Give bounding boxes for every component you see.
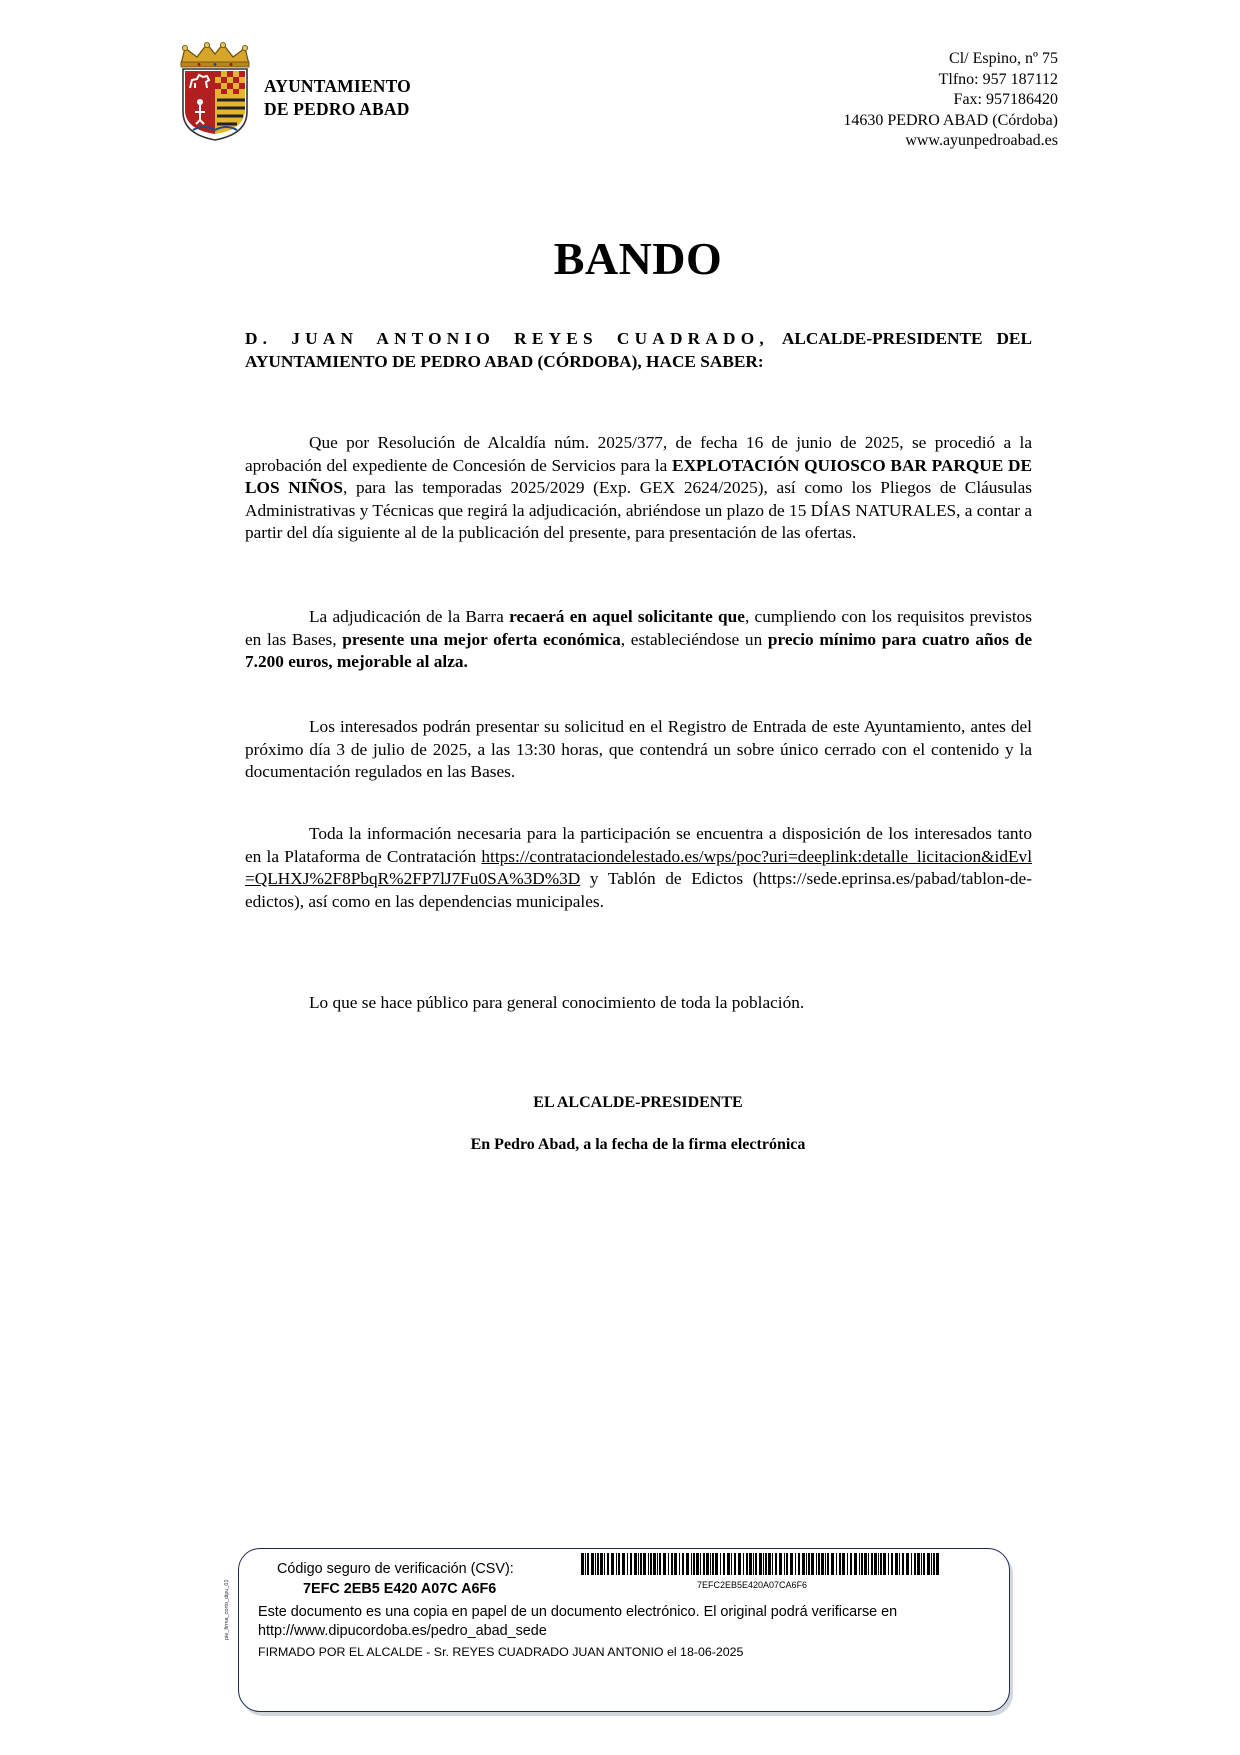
- organization-name-line2: DE PEDRO ABAD: [264, 99, 410, 119]
- signer-title: EL ALCALDE-PRESIDENTE: [533, 1094, 743, 1111]
- paragraph-submission: Los interesados podrán presentar su solicitud en el Registro de Entrada de este Ayuntamiento, antes del próximo día 3 de julio de 2025, a las 13:30 horas, que contendrá un sobre único cerrado con el contenido y la documentación regulados en las Bases.: [245, 717, 1032, 781]
- footer-side-code: pie_firma_corto_dipu_01: [224, 1579, 230, 1640]
- contracting-platform-link[interactable]: https://contrataciondelestado.es/wps/poc?uri=deeplink:detalle_licitacion&idEvl=QLHXJ%2F8PbqR%2FP7lJ7Fu0SA%3D%3D: [245, 846, 1032, 888]
- concession-name: EXPLOTACIÓN QUIOSCO BAR PARQUE DE LOS NIÑOS: [245, 455, 1032, 497]
- minimum-price-text: precio mínimo para cuatro años de 7.200 euros, mejorable al alza.: [245, 629, 1032, 671]
- paragraph-closing: Lo que se hace público para general conocimiento de toda la población.: [309, 993, 805, 1012]
- csv-label: Código seguro de verificación (CSV):: [277, 1561, 514, 1577]
- barcode-text: 7EFC2EB5E420A07CA6F6: [697, 1580, 808, 1590]
- paragraph-resolution: [245, 432, 1032, 545]
- contact-address-block: [843, 49, 1058, 152]
- address-street: Cl/ Espino, nº 75: [949, 50, 1058, 67]
- paragraph-adjudication-bold-d: presente una mejor oferta económica: [342, 629, 621, 649]
- paragraph-adjudication-text-c: , cumpliendo con los requisitos previstos en las Bases,: [245, 607, 1033, 649]
- paragraph-adjudication-bold-b: recaerá en aquel solicitante que: [509, 607, 745, 626]
- paragraph-resolution-text-a: Que por Resolución de Alcaldía núm. 2025/377, de fecha 16 de junio de 2025, se procedió a la aprobación del expediente de Concesión de Servicios para la: [245, 433, 1032, 475]
- address-city: 14630 PEDRO ABAD (Córdoba): [843, 111, 1058, 129]
- paragraph-information-text-b: y Tablón de Edictos (https://sede.eprinsa.es/pabad/tablon-de-edictos), así como en las dependencias municipales.: [245, 869, 1032, 911]
- mayor-name: D. JUAN ANTONIO REYES CUADRADO,: [245, 329, 769, 348]
- municipal-crest-icon: [173, 42, 257, 142]
- paragraph-adjudication-text-a: La adjudicación de la Barra: [309, 607, 510, 626]
- csv-code: 7EFC 2EB5 E420 A07C A6F6: [303, 1581, 497, 1597]
- organization-name: [264, 75, 411, 121]
- csv-note: [258, 1603, 958, 1641]
- paragraph-information: [245, 823, 1032, 913]
- csv-verification-link[interactable]: http://www.dipucordoba.es/pedro_abad_sede: [258, 1623, 547, 1639]
- barcode-icon: [581, 1553, 941, 1575]
- csv-note-line1: Este documento es una copia en papel de un documento electrónico. El original podrá verificarse en: [258, 1604, 898, 1620]
- paragraph-adjudication-text-e: , estableciéndose un: [620, 629, 768, 649]
- csv-signed-by: FIRMADO POR EL ALCALDE - Sr. REYES CUADRADO JUAN ANTONIO el 18-06-2025: [258, 1645, 744, 1659]
- address-website[interactable]: www.ayunpedroabad.es: [905, 132, 1058, 149]
- document-title: BANDO: [553, 233, 723, 284]
- intro-heading-rest: ALCALDE-PRESIDENTE DEL AYUNTAMIENTO DE PEDRO ABAD (CÓRDOBA), HACE SABER:: [245, 329, 1032, 371]
- address-phone: Tlfno: 957 187112: [938, 70, 1058, 88]
- paragraph-resolution-text-c: , para las temporadas 2025/2029 (Exp. GEX 2624/2025), así como los Pliegos de Cláusulas Administrativas y Técnicas que regirá la adjudicación, abriéndose un plazo de 15 DÍAS NATURALES, a contar a partir del día siguiente al de la publicación del presente, para presentación de las ofertas.: [245, 478, 1032, 542]
- paragraph-adjudication: [245, 606, 1032, 674]
- organization-name-line1: AYUNTAMIENTO: [264, 76, 411, 96]
- csv-verification-box: [238, 1548, 1010, 1712]
- intro-heading: [245, 328, 1032, 373]
- address-fax: Fax: 957186420: [953, 91, 1058, 108]
- signature-date-line: En Pedro Abad, a la fecha de la firma electrónica: [470, 1136, 806, 1153]
- paragraph-information-text-a: Toda la información necesaria para la participación se encuentra a disposición de los interesados tanto en la Plataforma de Contratación: [245, 824, 1032, 866]
